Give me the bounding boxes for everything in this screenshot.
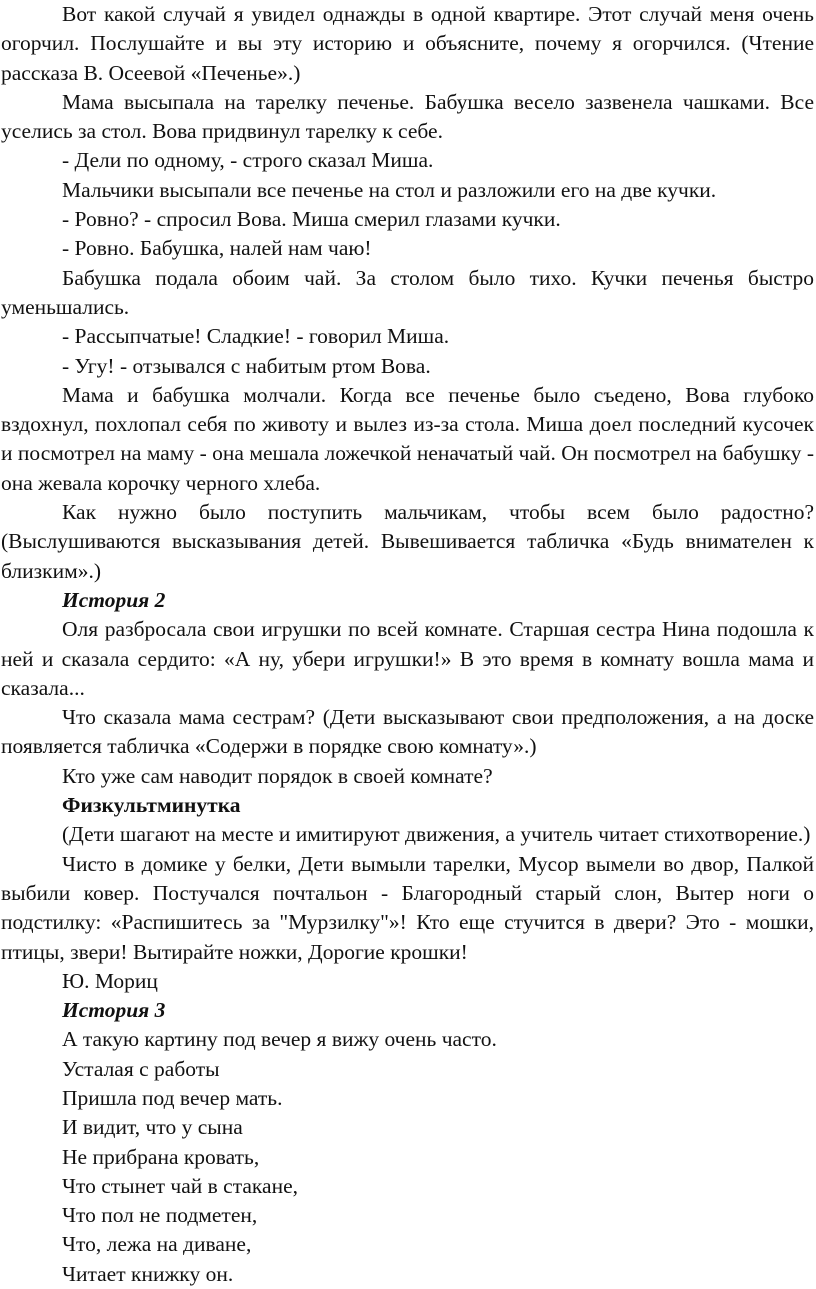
heading-story-2: История 2 <box>62 587 166 612</box>
paragraph-poem-1: Чисто в домике у белки, Дети вымыли тарелки, Мусор вымели во двор, Палкой выбили ковер. Постучался почтальон - Благородный старый слон, Вытер ноги о подстилку: «Распишитесь за "Мурзилку"»! Кто еще стучится в двери? Это - мошки, птицы, звери! Вытирайте ножки, Дорогие крошки! <box>1 851 814 964</box>
paragraph-dialog: - Ровно. Бабушка, налей нам чаю! <box>62 236 372 261</box>
paragraph-instruction: (Дети шагают на месте и имитируют движения, а учитель читает стихотворение.) <box>62 822 811 847</box>
paragraph-dialog: - Рассыпчатые! Сладкие! - говорил Миша. <box>62 324 450 349</box>
paragraph-dialog: - Угу! - отзывался с набитым ртом Вова. <box>62 353 431 378</box>
poem-line: Усталая с работы <box>62 1056 220 1081</box>
heading-physical-break: Физкультминутка <box>62 793 241 818</box>
heading-story-3: История 3 <box>62 998 166 1023</box>
paragraph-question: Что сказала мама сестрам? (Дети высказывают свои предположения, а на доске появляется табличка «Содержи в порядке свою комнату».) <box>1 705 814 759</box>
poem-line: Читает книжку он. <box>62 1261 234 1286</box>
paragraph-story-1: Мама высыпала на тарелку печенье. Бабушка весело зазвенела чашками. Все уселись за стол. Вова придвинул тарелку к себе. <box>1 89 814 144</box>
paragraph-dialog: - Дели по одному, - строго сказал Миша. <box>62 148 434 173</box>
paragraph-dialog: - Ровно? - спросил Вова. Миша смерил глазами кучки. <box>62 207 561 232</box>
poem-line: И видит, что у сына <box>62 1115 243 1140</box>
paragraph-intro: Вот какой случай я увидел однажды в одной квартире. Этот случай меня очень огорчил. Послушайте и вы эту историю и объясните, почему я огорчился. (Чтение рассказа В. Осеевой «Печенье».) <box>1 2 814 85</box>
poem-line: Не прибрана кровать, <box>62 1144 260 1169</box>
poem-line: Что, лежа на диване, <box>62 1232 252 1257</box>
paragraph-story-1: Мама и бабушка молчали. Когда все печенье было съедено, Вова глубоко вздохнул, похлопал себя по животу и вылез из-за стола. Миша доел последний кусочек и посмотрел на маму - она мешала ложечкой неначатый чай. Он посмотрел на бабушку - она жевала корочку черного хлеба. <box>1 382 814 495</box>
paragraph-story-2: Оля разбросала свои игрушки по всей комнате. Старшая сестра Нина подошла к ней и сказала сердито: «А ну, убери игрушки!» В это время в комнату вошла мама и сказала... <box>1 617 814 700</box>
paragraph-story-1: Бабушка подала обоим чай. За столом было тихо. Кучки печенья быстро уменьшались. <box>1 265 814 319</box>
paragraph-question: Как нужно было поступить мальчикам, чтобы всем было радостно? (Выслушиваются высказывания детей. Вывешивается табличка «Будь внимателен к близким».) <box>1 500 814 583</box>
paragraph-story-1: Мальчики высыпали все печенье на стол и разложили его на две кучки. <box>62 177 717 202</box>
poem-line: Пришла под вечер мать. <box>62 1085 283 1110</box>
poem-line: Что стынет чай в стакане, <box>62 1173 299 1198</box>
poem-author: Ю. Мориц <box>62 968 158 993</box>
paragraph-question: Кто уже сам наводит порядок в своей комнате? <box>62 763 493 788</box>
paragraph-story-3-intro: А такую картину под вечер я вижу очень часто. <box>62 1027 497 1052</box>
poem-line: Что пол не подметен, <box>62 1203 258 1228</box>
